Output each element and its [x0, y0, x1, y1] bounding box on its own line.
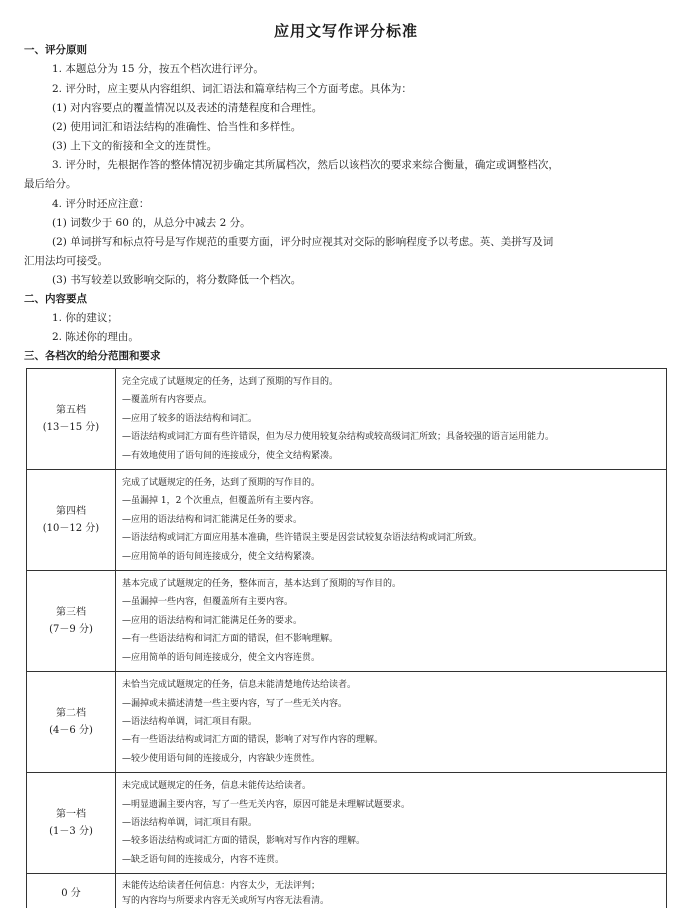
grade-requirement-line: 完成了试题规定的任务，达到了预期的写作目的。 — [122, 478, 321, 489]
principle-line: (2) 单词拼写和标点符号是写作规范的重要方面，评分时应视其对交际的影响程度予以考虑。英、美拼写及词 — [52, 236, 554, 248]
grade-requirement-line: —虽漏掉 1，2 个次重点，但覆盖所有主要内容。 — [122, 496, 320, 507]
principle-line: 1. 本题总分为 15 分，按五个档次进行评分。 — [52, 63, 264, 75]
principle-line: 最后给分。 — [24, 178, 77, 190]
grade-level-cell — [27, 470, 116, 571]
grade-requirement-line: —语法结构单调，词汇项目有限。 — [122, 716, 258, 727]
grade-requirement-line: —有一些语法结构或词汇方面的错误，影响了对写作内容的理解。 — [122, 735, 384, 746]
grade-description-cell — [116, 672, 667, 773]
principle-line: 汇用法均可接受。 — [24, 255, 108, 267]
principle-line: (3) 上下文的衔接和全文的连贯性。 — [52, 140, 218, 152]
content-point-line: 1. 你的建议； — [52, 312, 118, 324]
grade-requirement-line: —应用的语法结构和词汇能满足任务的要求。 — [122, 615, 303, 626]
table-row — [27, 470, 667, 571]
grade-requirement-line: 未能传达给读者任何信息：内容太少，无法评判； — [122, 880, 321, 891]
grade-requirement-line: —缺乏语句间的连接成分，内容不连贯。 — [122, 854, 285, 865]
table-row — [27, 672, 667, 773]
principle-line: (3) 书写较差以致影响交际的，将分数降低一个档次。 — [52, 274, 302, 286]
grade-requirement-line: —覆盖所有内容要点。 — [122, 395, 213, 406]
table-row — [27, 571, 667, 672]
table-row — [27, 369, 667, 470]
grade-requirement-line: 基本完成了试题规定的任务，整体而言，基本达到了预期的写作目的。 — [122, 579, 402, 590]
principle-line: (2) 使用词汇和语法结构的准确性、恰当性和多样性。 — [52, 121, 302, 133]
grade-description-cell — [116, 369, 667, 470]
grade-level-name: 第四档 — [56, 506, 86, 518]
grade-requirement-line: 未恰当完成试题规定的任务，信息未能清楚地传达给读者。 — [122, 680, 357, 691]
principle-line: 2. 评分时，应主要从内容组织、词汇语法和篇章结构三个方面考虑。具体为： — [52, 83, 412, 95]
grade-requirement-line: —较少使用语句间的连接成分，内容缺少连贯性。 — [122, 753, 321, 764]
grade-requirement-line: —应用简单的语句间连接成分，使全文内容连贯。 — [122, 652, 321, 663]
grade-level-cell — [27, 571, 116, 672]
section-heading-scoring-principles: 一、评分原则 — [24, 44, 87, 56]
grade-level-name: 第三档 — [56, 607, 86, 619]
grade-level-cell — [27, 369, 116, 470]
grade-score-range: (10－12 分) — [42, 523, 100, 535]
grade-description-cell — [116, 773, 667, 874]
grade-level-cell — [27, 672, 116, 773]
grade-score-range: (1－3 分) — [49, 826, 93, 838]
grade-description-cell — [116, 470, 667, 571]
table-row — [27, 773, 667, 874]
grade-level-cell — [27, 874, 116, 908]
grade-requirement-line: —漏掉或未描述清楚一些主要内容，写了一些无关内容。 — [122, 698, 348, 709]
grade-requirement-line: —有一些语法结构和词汇方面的错误，但不影响理解。 — [122, 634, 339, 645]
principle-line: 4. 评分时还应注意： — [52, 198, 150, 210]
grade-level-cell — [27, 773, 116, 874]
content-point-line: 2. 陈述你的理由。 — [52, 331, 139, 343]
grade-requirement-line: —语法结构或词汇方面应用基本准确，些许错误主要是因尝试较复杂语法结构或词汇所致。 — [122, 533, 483, 544]
principle-line: (1) 对内容要点的覆盖情况以及表述的清楚程度和合理性。 — [52, 102, 323, 114]
section-heading-content-points: 二、内容要点 — [24, 293, 87, 305]
grade-level-name: 0 分 — [61, 888, 81, 900]
grade-level-name: 第五档 — [56, 405, 86, 417]
grade-description-cell — [116, 874, 667, 908]
table-row — [27, 874, 667, 908]
section-heading-grade-levels: 三、各档次的给分范围和要求 — [24, 350, 161, 362]
grade-score-range: (4－6 分) — [49, 725, 93, 737]
grade-requirement-line: —较多语法结构或词汇方面的错误，影响对写作内容的理解。 — [122, 836, 366, 847]
grade-requirement-line: —应用的语法结构和词汇能满足任务的要求。 — [122, 514, 303, 525]
grade-requirement-line: —明显遗漏主要内容，写了一些无关内容，原因可能是未理解试题要求。 — [122, 799, 411, 810]
grade-requirement-line: —有效地使用了语句间的连接成分，使全文结构紧凑。 — [122, 450, 339, 461]
grade-requirement-line: 写的内容均与所要求内容无关或所写内容无法看清。 — [122, 895, 330, 906]
grade-requirement-line: —应用了较多的语法结构和词汇。 — [122, 413, 258, 424]
grade-requirement-line: 完全完成了试题规定的任务，达到了预期的写作目的。 — [122, 377, 339, 387]
grade-level-name: 第一档 — [56, 809, 86, 821]
principle-line: 3. 评分时，先根据作答的整体情况初步确定其所属档次，然后以该档次的要求来综合衡量，确定或调整档次， — [52, 159, 559, 171]
grade-requirement-line: 未完成试题规定的任务，信息未能传达给读者。 — [122, 781, 312, 792]
principle-line: (1) 词数少于 60 的，从总分中减去 2 分。 — [52, 217, 251, 229]
page-title: 应用文写作评分标准 — [273, 22, 418, 40]
grade-score-range: (7－9 分) — [49, 624, 93, 636]
grade-requirement-line: —语法结构单调，词汇项目有限。 — [122, 817, 258, 828]
grade-description-cell — [116, 571, 667, 672]
grade-requirement-line: —应用简单的语句间连接成分，使全文结构紧凑。 — [122, 551, 321, 562]
grade-table — [26, 368, 667, 908]
grade-level-name: 第二档 — [56, 708, 86, 720]
grade-score-range: (13－15 分) — [42, 422, 100, 434]
grade-requirement-line: —虽漏掉一些内容，但覆盖所有主要内容。 — [122, 597, 294, 608]
grade-requirement-line: —语法结构或词汇方面有些许错误，但为尽力使用较复杂结构或较高级词汇所致；具备较强的语言运用能力。 — [122, 432, 555, 443]
